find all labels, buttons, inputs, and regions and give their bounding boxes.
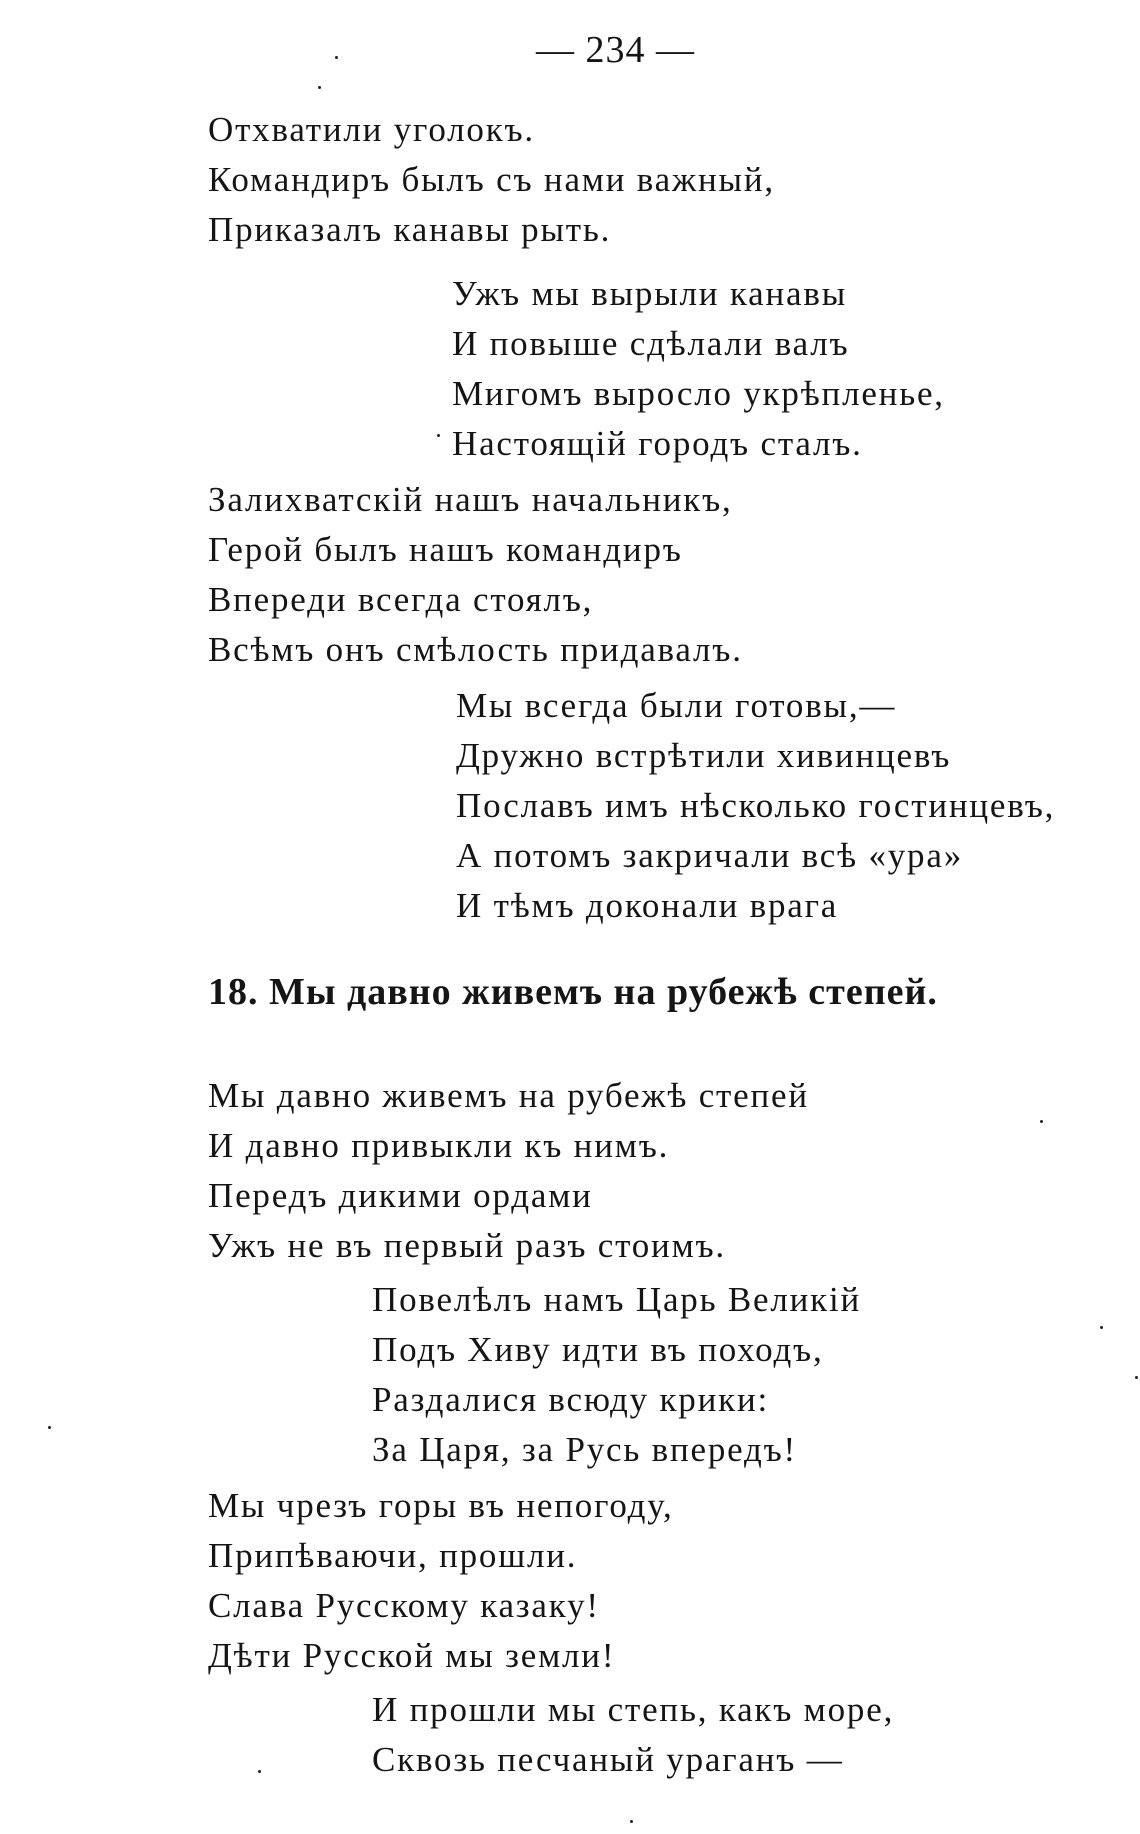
verse-line: Дружно встрѣтили хивинцевъ — [456, 736, 952, 775]
verse-line: Припѣваючи, прошли. — [208, 1536, 578, 1575]
scan-speck — [437, 434, 440, 437]
scan-speck — [1040, 1120, 1043, 1123]
verse-line: Настоящій городъ сталъ. — [452, 424, 863, 463]
verse-line: Залихватскій нашъ начальникъ, — [208, 480, 733, 519]
scan-speck — [258, 1770, 261, 1773]
verse-line: Пославъ имъ нѣсколько гостинцевъ, — [456, 786, 1056, 825]
scan-speck — [1135, 1376, 1138, 1379]
verse-line: И давно привыкли къ нимъ. — [208, 1126, 670, 1165]
verse-line: Приказалъ канавы рыть. — [208, 210, 612, 249]
verse-line: Мы всегда были готовы,— — [456, 686, 897, 725]
scan-speck — [48, 1426, 51, 1429]
verse-line: А потомъ закричали всѣ «ура» — [456, 836, 963, 875]
verse-line: Мы давно живемъ на рубежѣ степей — [208, 1076, 809, 1115]
verse-line: И повыше сдѣлали валъ — [452, 324, 850, 363]
verse-line: Подъ Хиву идти въ походъ, — [372, 1330, 824, 1369]
verse-line: Отхватили уголокъ. — [208, 110, 535, 149]
verse-line: И прошли мы степь, какъ море, — [372, 1690, 895, 1729]
verse-line: За Царя, за Русь впередъ! — [372, 1430, 797, 1469]
verse-line: Ужъ не въ первый разъ стоимъ. — [208, 1226, 726, 1265]
scan-speck — [318, 86, 321, 89]
verse-line: Всѣмъ онъ смѣлость придавалъ. — [208, 630, 743, 669]
verse-line: Повелѣлъ намъ Царь Великій — [372, 1280, 862, 1319]
verse-line: Раздалися всюду крики: — [372, 1380, 769, 1419]
verse-line: Герой былъ нашъ командиръ — [208, 530, 683, 569]
verse-line: И тѣмъ доконали врага — [456, 886, 839, 925]
verse-line: Мы чрезъ горы въ непогоду, — [208, 1486, 674, 1525]
verse-line: Сквозь песчаный ураганъ — — [372, 1740, 844, 1779]
verse-line: Передъ дикими ордами — [208, 1176, 593, 1215]
scan-speck — [335, 56, 338, 59]
verse-line: Дѣти Русской мы земли! — [208, 1636, 616, 1675]
scan-speck — [1100, 1326, 1103, 1329]
scan-speck — [630, 1820, 633, 1823]
song-title: 18. Мы давно живемъ на рубежѣ степей. — [208, 971, 938, 1013]
verse-line: Командиръ былъ съ нами важный, — [208, 160, 775, 199]
verse-line: Слава Русскому казаку! — [208, 1586, 600, 1625]
verse-line: Мигомъ выросло укрѣпленье, — [452, 374, 945, 413]
page-number: — 234 — — [536, 29, 695, 71]
verse-line: Впереди всегда стоялъ, — [208, 580, 594, 619]
verse-line: Ужъ мы вырыли канавы — [452, 274, 848, 313]
